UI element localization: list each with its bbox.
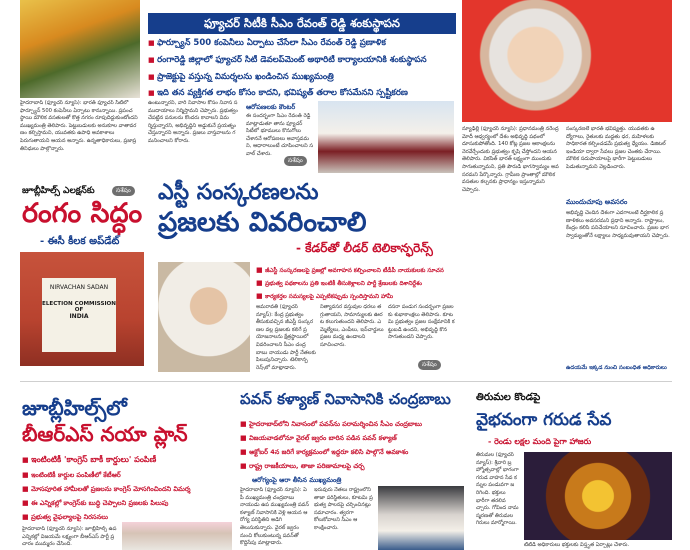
election-commission-photo	[20, 252, 144, 366]
jubilee-sub: - ఈసీ కీలక అప్‌డేట్	[40, 236, 120, 247]
brs-body: హైదరాబాద్ (ఫ్యూచర్ న్యూస్): జూబ్లీహిల్స్ ఉపఎన్నికల్లో విజయమే లక్ష్యంగా బీఆర్ఎస్ పార్టీ ప్రచారం ముమ్మరం చేసింది.	[22, 526, 117, 548]
gst-bullet: ■ ప్రభుత్వ పథకాలను ప్రతి ఇంటికీ తీసుకెళ్లాలని పార్టీ శ్రేణులకు దిశానిర్దేశం	[256, 279, 456, 288]
lead-bullet: ■ ప్రాజెక్టుపై వస్తున్న విమర్శలను ఖండించిన ముఖ్యమంత్రి	[148, 72, 456, 84]
pawan-bullet: ■ విజయవాడలోనూ వైరల్ జ్వరం బారిన పడిన పవన్ కళ్యాణ్	[240, 434, 460, 444]
inauguration-photo	[318, 101, 454, 173]
top-left-body: హైదరాబాద్ (ఫ్యూచర్ న్యూస్): భారత్ ఫ్యూచర్ సిటీలో ఫార్చ్యూన్ 500 కంపెనీలు ఏర్పాటు కానున్నాయి. ప్రపంచ స్థాయి మౌలిక వసతులతో కొత్త నగరం రూపుదిద్దుకుంటోందని ముఖ్యమంత్రి తెలిపారు. పెట్టుబడులకు అనుకూల వాతావరణం కల్పిస్తామని, యువతకు ఉపాధి అవకాశాలు పెరుగుతాయని ఆయన అన్నారు. ఉన్నతాధికారులు, ప్రజాప్రతినిధులు పాల్గొన్నారు.	[20, 100, 138, 152]
garuda-seva-photo	[524, 452, 672, 540]
modi-footer: ఉదయమే ఇక్కడ నుంచి సంబంధిత అధికారులు	[566, 365, 667, 371]
brs-photo	[122, 522, 232, 550]
ec-sign: NIRVACHAN SADAN ELECTION COMMISSION OF INDIA	[42, 278, 116, 352]
pawan-chandrababu-photo	[378, 486, 464, 550]
chandrababu-photo	[158, 262, 250, 372]
gst-bullet: ■ జీఎస్టీ సంస్కరణలపై ప్రజల్లో అవగాహన కల్పించాలని టీడీపీ నాయకులకు సూచన	[256, 266, 456, 275]
modi-body-right2: అభివృద్ధి చెందిన దేశంగా ఎదగాలంటే దీర్ఘకాలిక ప్రణాళికలు అవసరమని ప్రధాని అన్నారు. రాష్ట్రాలు, కేంద్రం కలిసి పనిచేయాలని సూచించారు. ప్రజల భాగస్వామ్యంతోనే లక్ష్యాలు సాధ్యమవుతాయని చెప్పారు.	[566, 210, 670, 239]
lead-bullet: ■ ఫార్చ్యూన్ 500 కంపెనీలు ఏర్పాటు చేసేలా సీఎం రేవంత్ రెడ్డి ప్రణాళిక	[148, 38, 456, 50]
gst-headline-line2: ప్రజలకు వివరించాలి	[158, 207, 367, 238]
lead-badge: సశేషం	[284, 156, 307, 166]
jubilee-badge: సశేషం	[112, 186, 135, 196]
gst-badge: సశేషం	[418, 360, 441, 370]
brs-bullet: ■ ఇంటింటికీ 'కాంగ్రెస్ బాకీ కార్డులు' పంపిణీ	[22, 455, 232, 466]
modi-body-right: సంస్కరణలే భారత్ భవిష్యత్తు. యువతకు ఉద్యోగాలు, రైతులకు మద్దతు ధర, మహిళలకు సాధికారత కల్పించడమే ప్రభుత్వ ధ్యేయం. డిజిటల్ ఇండియా ద్వారా సేవలు ప్రజల చెంతకు చేరాయి. మౌలిక సదుపాయాలపై భారీగా పెట్టుబడులు పెడుతున్నామని వెల్లడించారు.	[566, 126, 666, 170]
gst-col3: దసరా పండుగ సందర్భంగా ప్రజలకు శుభాకాంక్షలు తెలిపారు. కూటమి ప్రభుత్వం ప్రజల సంక్షేమానికి కట్టుబడి ఉందని, అభివృద్ధి కొనసాగుతుందని చెప్పారు.	[388, 304, 455, 341]
gst-col1: అమరావతి (ఫ్యూచర్ న్యూస్): కేంద్ర ప్రభుత్వం తీసుకువచ్చిన జీఎస్టీ సంస్కరణల వల్ల ప్రజలకు కలిగే ప్రయోజనాలను క్షేత్రస్థాయిలో వివరించాలని సీఎం చంద్రబాబు నాయుడు పార్టీ నేతలకు పిలుపునిచ్చారు. టెలికాన్ఫరెన్స్‌లో మాట్లాడారు.	[256, 304, 316, 370]
brs-headline-line2: బీఆర్ఎస్ నయా ప్లాన్	[22, 422, 188, 446]
pawan-bullet: ■ అక్టోబర్ 4న జరిగే కార్యక్రమంలో ఇద్దరూ కలిసి పాల్గొనే అవకాశం	[240, 448, 460, 458]
garuda-kicker: తిరుమల కొండపై	[476, 392, 541, 403]
gst-headline-line1: ఎస్టీ సంస్కరణలను	[158, 180, 319, 205]
gst-col2: నిత్యావసర వస్తువుల ధరలు తగ్గుతాయని, సామాన్యులకు ఊరట కలుగుతుందని తెలిపారు. ఎమ్మెల్యేలు, ఎంపీలు, ఇన్‌చార్జులు ప్రజల మధ్య ఉండాలని సూచించారు.	[320, 304, 384, 348]
jubilee-headline: రంగం సిద్ధం	[22, 198, 143, 229]
brs-bullet: ■ ప్రభుత్వ వైఫల్యాలపై నిరసనలు	[22, 513, 232, 523]
pawan-subhead: ఆరోగ్యంపై ఆరా తీసిన ముఖ్యమంత్రి	[252, 476, 342, 484]
gst-bullet: ■ కార్యకర్తల సమస్యలపై ఎప్పటికప్పుడు స్పందిస్తామని హామీ	[256, 292, 456, 301]
garuda-body-left: తిరుమల (ఫ్యూచర్ న్యూస్): శ్రీవారి బ్రహ్మోత్సవాల్లో భాగంగా గరుడ వాహన సేవ కన్నుల పండువగా జరిగింది. భక్తులు భారీగా తరలివచ్చారు. గోవింద నామస్మరణతో తిరుమల గిరులు మార్మోగాయి.	[476, 452, 519, 527]
modi-subhead: ముందుచూపు అవసరం	[566, 198, 628, 206]
lead-sidebar-body: ఈ సందర్భంగా సీఎం రేవంత్ రెడ్డి మాట్లాడుతూ తాను ఫ్యూచర్ సిటీలో భూములు కొనుగోలు చేశాననే ఆరోపణలు అవాస్తవమని, ఆధారాలుంటే చూపించాలని సవాల్ చేశారు.	[246, 113, 313, 157]
brs-bullet: ■ మోసపూరిత హామీలతో ప్రజలను కాంగ్రెస్ మోసగించిందని విమర్శ	[22, 485, 232, 495]
pawan-bullet: ■ హైదరాబాద్‌లోని నివాసంలో పవన్‌ను పరామర్శించిన సీఎం చంద్రబాబు	[240, 420, 460, 430]
garuda-body-bottom: టీటీడీ అధికారులు భక్తులకు విస్తృత ఏర్పాట్లు చేశారు.	[524, 542, 630, 548]
section-divider	[20, 381, 672, 382]
pawan-headline: పవన్ కళ్యాణ్ నివాసానికి చంద్రబాబు	[240, 390, 451, 408]
lead-bullet: ■ రంగారెడ్డి జిల్లాలో ఫ్యూచర్ సిటీ డెవలప్‌మెంట్ అథారిటీ కార్యాలయానికి శంకుస్థాపన	[148, 55, 456, 67]
brs-bullet: ■ ఇంటింటికీ కార్డుల పంపిణీలో కేటీఆర్	[22, 471, 232, 481]
pawan-col1: హైదరాబాద్ (ఫ్యూచర్ న్యూస్): ఏపీ ముఖ్యమంత్రి చంద్రబాబు నాయుడు ఉప ముఖ్యమంత్రి పవన్ కళ్యాణ్ నివాసానికి వెళ్లి ఆయన ఆరోగ్య పరిస్థితిని అడిగి తెలుసుకున్నారు. వైరల్ జ్వరం నుంచి కోలుకుంటున్న పవన్‌తో కొద్దిసేపు మాట్లాడారు.	[240, 487, 309, 547]
lead-bullet: ■ ఇది తన వ్యక్తిగత లాభం కోసం కాదని, భవిష్యత్ తరాల కోసమేనని స్పష్టీకరణ	[148, 88, 456, 100]
modi-photo	[462, 0, 672, 122]
lead-headline: ఫ్యూచర్ సిటీకి సీఎం రేవంత్ రెడ్డి శంకుస్థాపన	[148, 13, 456, 34]
gst-sub: - కేడర్‌తో లీడర్ టెలికాన్ఫరెన్స్	[296, 241, 433, 255]
pawan-col2: ఇరువురు నేతలు రాష్ట్రంలోని తాజా పరిస్థితులు, కూటమి ప్రభుత్వ పాలనపై చర్చించినట్లు సమాచారం. త్వరగా కోలుకోవాలని సీఎం ఆకాంక్షించారు.	[314, 487, 373, 531]
brs-bullet: ■ ఈ ఎన్నికల్లో కాంగ్రెస్‌కు బుద్ధి చెప్పాలని ప్రజలకు పిలుపు	[22, 499, 232, 509]
garuda-sub: - రెండు లక్షల మంది పైగా హాజరు	[488, 437, 592, 446]
brs-headline-line1: జూబ్లీహిల్స్‌లో	[22, 396, 127, 420]
lead-sidebar-title: ఆరోపణలకు కౌంటర్	[246, 103, 296, 111]
lead-col1: ఉంటున్నారని, వారి నివాసాల కోసం నివాస సముదాయాలు నిర్మిస్తామని చెప్పారు. ప్రభుత్వం చేపట్టిన పనులను కొందరు కావాలని విమర్శిస్తున్నారని, అభివృద్ధిని అడ్డుకునే ప్రయత్నం చేస్తున్నారని అన్నారు. ప్రజలు వాస్తవాలను గమనించాలని కోరారు.	[148, 100, 238, 144]
flower-ceremony-photo	[20, 0, 140, 98]
jubilee-kicker: జూబ్లీహిల్స్ ఎలక్షన్‌కు	[22, 186, 95, 196]
pawan-bullet: ■ రాష్ట్ర రాజకీయాలు, తాజా పరిణామాలపై చర్చ	[240, 462, 460, 472]
garuda-headline: వైభవంగా గరుడ సేవ	[476, 410, 612, 430]
modi-body-left: న్యూఢిల్లీ (ఫ్యూచర్ న్యూస్): ప్రధానమంత్రి నరేంద్ర మోదీ ఆధ్వర్యంలో దేశం అభివృద్ధి పథంలో దూసుకుపోతోంది. 140 కోట్ల ప్రజల ఆకాంక్షలను నెరవేర్చేందుకు ప్రభుత్వం కృషి చేస్తోందని ఆయన తెలిపారు. వికసిత్ భారత్ లక్ష్యంగా ముందుకు సాగుతున్నామని, ప్రతి పౌరుడి భాగస్వామ్యం అవసరమని పేర్కొన్నారు. గ్రామీణ ప్రాంతాల్లో మౌలిక వసతుల కల్పనకు ప్రాధాన్యం ఇస్తున్నామని చెప్పారు.	[462, 126, 559, 193]
